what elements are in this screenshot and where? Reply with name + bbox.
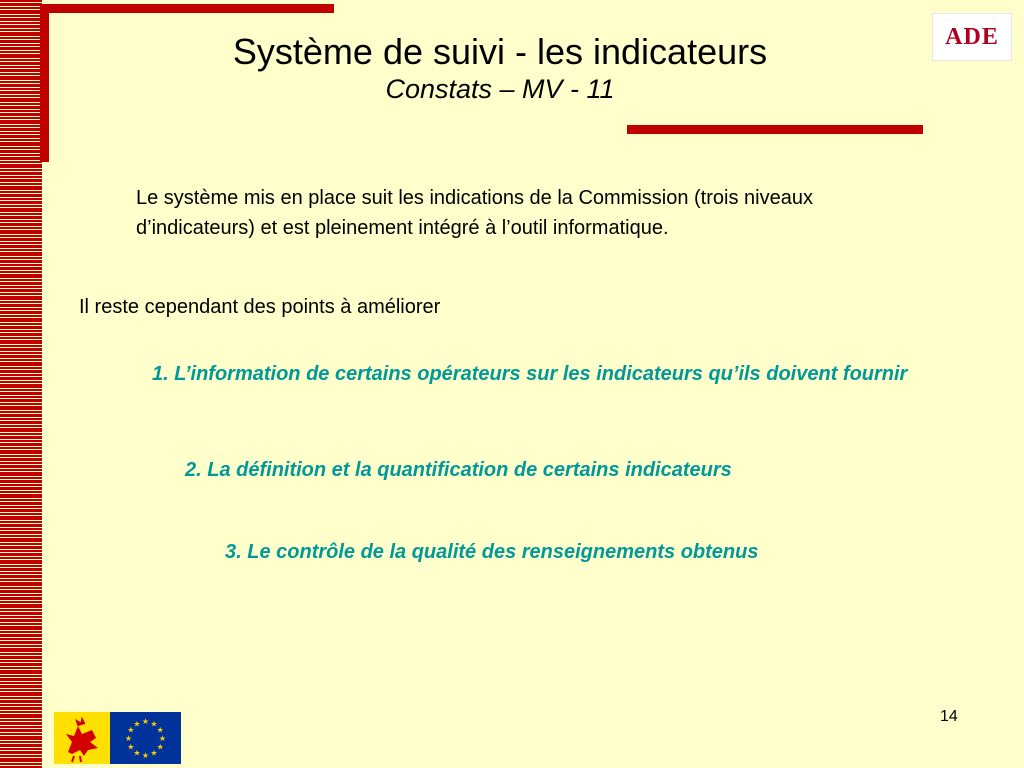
slide-title: Système de suivi - les indicateurs: [232, 31, 768, 72]
svg-text:★: ★: [124, 734, 133, 743]
logo-text: ADE: [945, 23, 999, 50]
ade-logo: [932, 13, 1012, 61]
improvement-point-3: 3. Le contrôle de la qualité des renseignements obtenus: [225, 541, 759, 563]
svg-text:★: ★: [127, 725, 135, 735]
eu-flag-icon: [110, 712, 181, 764]
accent-bar-top: [40, 4, 334, 13]
slide-subtitle: Constats – MV - 11: [385, 74, 615, 105]
title-area: [150, 30, 850, 106]
svg-text:★: ★: [150, 748, 158, 758]
intro-paragraph: Le système mis en place suit les indications de la Commission (trois niveaux d’indicateurs) et est pleinement intégré à l’outil informatique.: [136, 187, 813, 239]
improvement-point-2: 2. La définition et la quantification de certains indicateurs: [185, 459, 732, 481]
svg-text:★: ★: [158, 734, 167, 743]
svg-text:★: ★: [150, 719, 158, 729]
remaining-issues-heading: Il reste cependant des points à améliorer: [79, 296, 441, 318]
accent-bar-left-vertical: [40, 4, 49, 162]
accent-bar-right: [627, 125, 923, 134]
wallonia-rooster-flag-icon: [54, 712, 110, 764]
svg-text:★: ★: [133, 719, 141, 729]
improvement-point-1: 1. L’information de certains opérateurs sur les indicateurs qu’ils doivent fournir: [152, 363, 908, 385]
svg-text:★: ★: [133, 748, 141, 758]
svg-text:★: ★: [156, 725, 164, 735]
page-number: 14: [940, 708, 958, 725]
svg-text:★: ★: [141, 717, 150, 726]
svg-text:★: ★: [127, 742, 135, 752]
svg-text:★: ★: [141, 751, 150, 760]
svg-text:★: ★: [156, 742, 164, 752]
